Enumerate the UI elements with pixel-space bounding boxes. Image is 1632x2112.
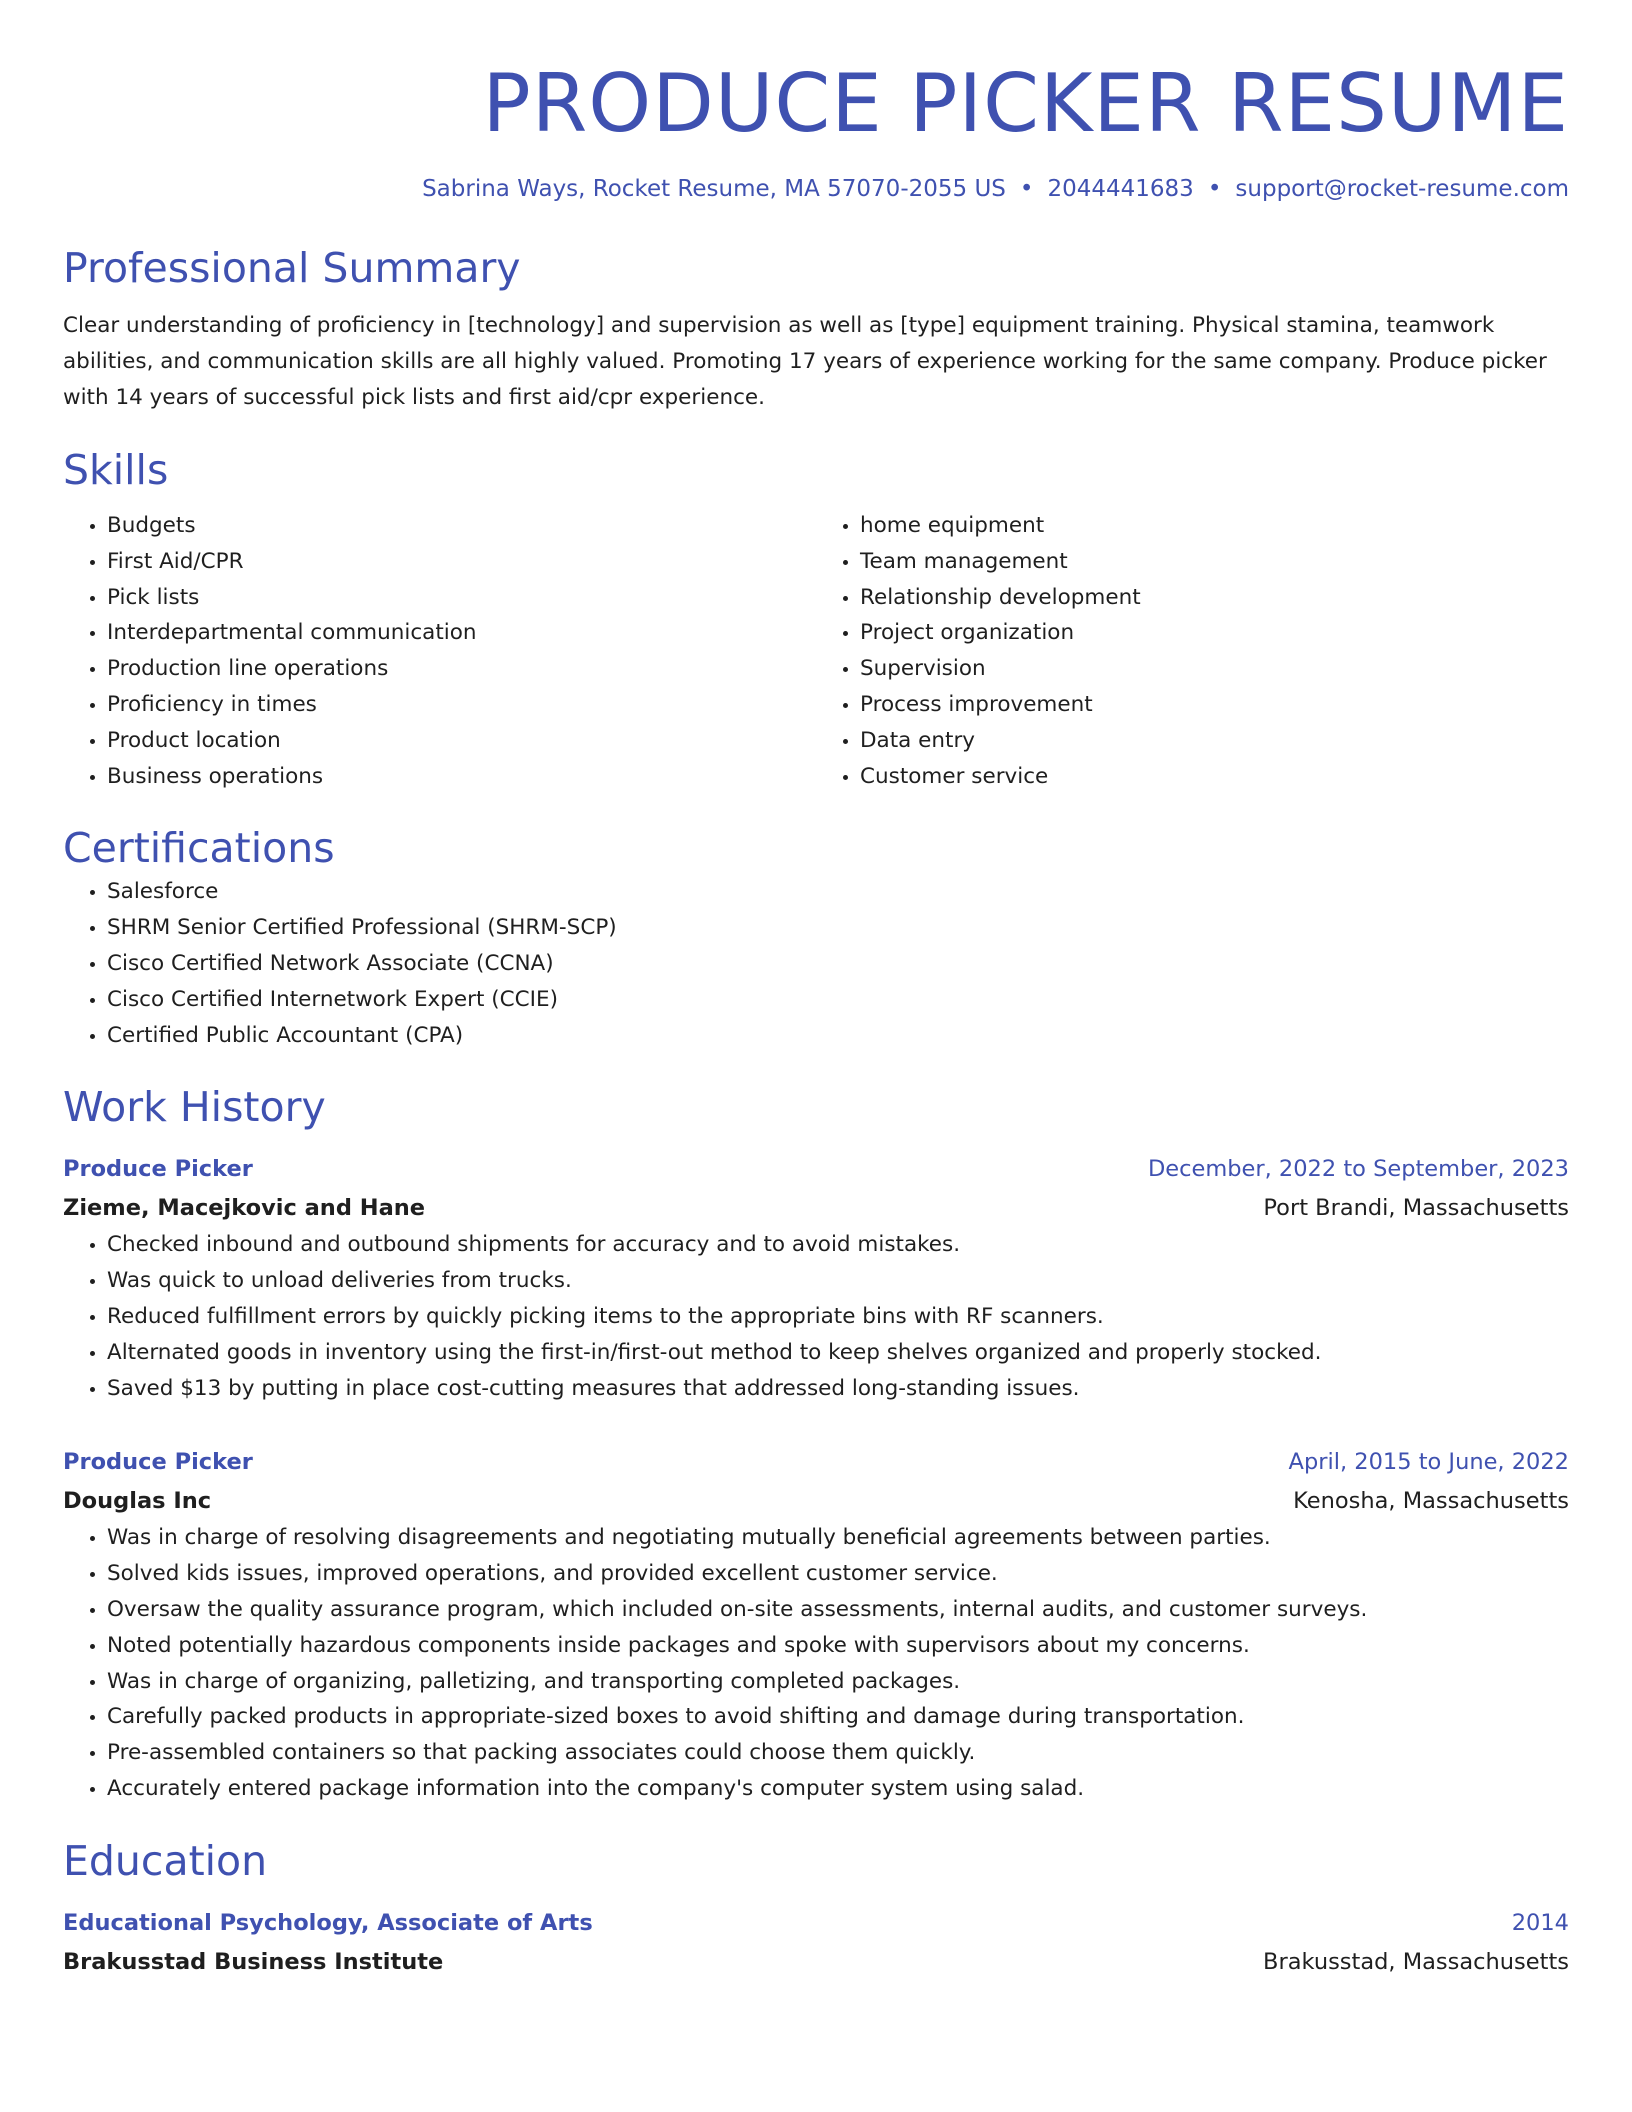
job-dates: December, 2022 to September, 2023: [1147, 1156, 1569, 1183]
job-company-row: [63, 1482, 1569, 1520]
contact-phone: 2044441683: [1047, 176, 1194, 202]
skill-item: • Supervision: [860, 651, 1569, 687]
education-school-row: [63, 1943, 1569, 1981]
skills-heading: Skills: [63, 446, 169, 494]
skills-list-left: [63, 508, 816, 794]
certification-item: • Certified Public Accountant (CPA): [107, 1018, 1569, 1054]
skills-column-left: [63, 508, 816, 794]
skill-item: • Business operations: [107, 759, 816, 795]
job-role: Produce Picker: [63, 1156, 253, 1183]
job-entry: [63, 1149, 1569, 1406]
job-company: Douglas Inc: [63, 1488, 212, 1515]
skill-item: • Production line operations: [107, 651, 816, 687]
skill-item: • First Aid/CPR: [107, 544, 816, 580]
education-year: 2014: [1511, 1909, 1569, 1936]
summary-text: Clear understanding of proficiency in [technology] and supervision as well as [type] equipment training. Physical stamina, teamwork abilities, and communication skills are all highly valued. Promoting 17 years of experience working for the same company. Produce picker with 14 years of successful pick lists and first aid/cpr experience.: [63, 313, 1547, 410]
certification-item: • SHRM Senior Certified Professional (SHRM-SCP): [107, 910, 1569, 946]
resume-title: PRODUCE PICKER RESUME: [482, 57, 1569, 150]
skill-item: • Project organization: [860, 615, 1569, 651]
work-history-section: [63, 1081, 1569, 1806]
skill-item: • Process improvement: [860, 687, 1569, 723]
job-bullet: • Solved kids issues, improved operations, and provided excellent customer service.: [107, 1556, 1569, 1592]
job-bullet: • Oversaw the quality assurance program, which included on-site assessments, internal audits, and customer surveys.: [107, 1592, 1569, 1628]
education-degree: Educational Psychology, Associate of Arts: [63, 1909, 593, 1936]
job-bullet: • Was quick to unload deliveries from trucks.: [107, 1263, 1569, 1299]
job-company-row: [63, 1189, 1569, 1227]
education-location: Brakusstad, Massachusetts: [1263, 1948, 1569, 1975]
job-bullet: • Reduced fulfillment errors by quickly picking items to the appropriate bins with RF scanners.: [107, 1299, 1569, 1335]
job-bullet: • Carefully packed products in appropriate-sized boxes to avoid shifting and damage during transportation.: [107, 1699, 1569, 1735]
resume-header: [63, 56, 1569, 204]
job-bullet: • Checked inbound and outbound shipments for accuracy and to avoid mistakes.: [107, 1227, 1569, 1263]
job-location: Kenosha, Massachusetts: [1293, 1488, 1569, 1515]
job-bullet: • Pre-assembled containers so that packing associates could choose them quickly.: [107, 1735, 1569, 1771]
job-header-row: [63, 1149, 1569, 1189]
skill-item: • Data entry: [860, 723, 1569, 759]
certification-item: • Cisco Certified Internetwork Expert (CCIE): [107, 982, 1569, 1018]
job-bullet-list: [63, 1520, 1569, 1806]
job-bullet: • Alternated goods in inventory using the first-in/first-out method to keep shelves organized and properly stocked.: [107, 1335, 1569, 1371]
education-section: [63, 1835, 1569, 1981]
job-bullet: • Accurately entered package information into the company's computer system using salad.: [107, 1771, 1569, 1807]
skill-item: • Budgets: [107, 508, 816, 544]
skill-item: • Proficiency in times: [107, 687, 816, 723]
skill-item: • home equipment: [860, 508, 1569, 544]
education-header-row: [63, 1903, 1569, 1943]
certification-item: • Cisco Certified Network Associate (CCNA): [107, 946, 1569, 982]
skills-section: [63, 444, 1569, 794]
contact-separator: •: [1019, 176, 1034, 202]
job-bullet-list: [63, 1227, 1569, 1406]
summary-heading: Professional Summary: [63, 244, 521, 292]
certifications-heading: Certifications: [63, 824, 335, 873]
skill-item: • Team management: [860, 544, 1569, 580]
job-entry: [63, 1442, 1569, 1806]
work-history-heading: Work History: [63, 1083, 326, 1132]
skill-item: • Relationship development: [860, 580, 1569, 616]
job-header-row: [63, 1442, 1569, 1482]
certifications-list: [63, 874, 1569, 1053]
skill-item: • Customer service: [860, 759, 1569, 795]
job-bullet: • Saved $13 by putting in place cost-cutting measures that addressed long-standing issues.: [107, 1371, 1569, 1407]
skill-item: • Interdepartmental communication: [107, 615, 816, 651]
contact-email: support@rocket-resume.com: [1235, 176, 1569, 202]
education-entry: [63, 1903, 1569, 1981]
job-bullet: • Was in charge of organizing, palletizing, and transporting completed packages.: [107, 1664, 1569, 1700]
skills-columns: [63, 508, 1569, 794]
contact-separator: •: [1207, 176, 1222, 202]
summary-section: [63, 242, 1569, 416]
job-dates: April, 2015 to June, 2022: [1288, 1449, 1569, 1476]
job-company: Zieme, Macejkovic and Hane: [63, 1195, 426, 1222]
job-bullet: • Noted potentially hazardous components inside packages and spoke with supervisors about my concerns.: [107, 1628, 1569, 1664]
contact-line: [63, 174, 1569, 204]
job-role: Produce Picker: [63, 1449, 253, 1476]
education-school: Brakusstad Business Institute: [63, 1948, 444, 1975]
certifications-section: [63, 822, 1569, 1053]
certification-item: • Salesforce: [107, 874, 1569, 910]
job-bullet: • Was in charge of resolving disagreements and negotiating mutually beneficial agreements between parties.: [107, 1520, 1569, 1556]
skills-list-right: [816, 508, 1569, 794]
contact-address: Sabrina Ways, Rocket Resume, MA 57070-2055 US: [422, 176, 1006, 202]
education-heading: Education: [63, 1836, 268, 1885]
job-location: Port Brandi, Massachusetts: [1263, 1195, 1569, 1222]
skill-item: • Product location: [107, 723, 816, 759]
skills-column-right: [816, 508, 1569, 794]
skill-item: • Pick lists: [107, 580, 816, 616]
